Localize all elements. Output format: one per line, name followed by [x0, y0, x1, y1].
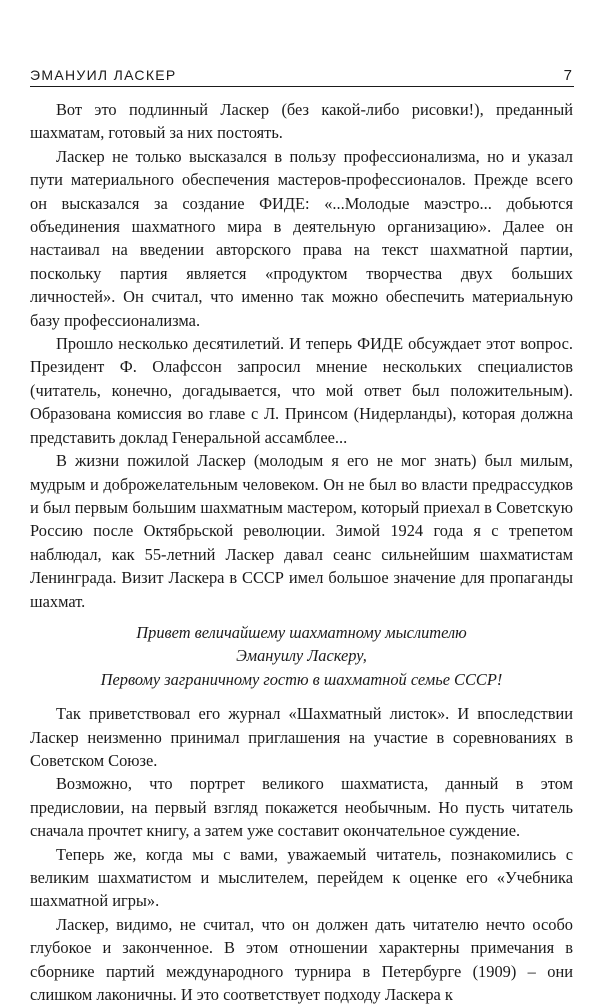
running-title: ЭМАНУИЛ ЛАСКЕР: [30, 67, 177, 83]
page-number: 7: [563, 67, 572, 84]
paragraph: Так приветствовал его журнал «Шахматный листок». И впоследствии Ласкер неизменно принимал приглашения на участие в соревнованиях в Советском Союзе.: [30, 704, 573, 770]
paragraph: Теперь же, когда мы с вами, уважаемый читатель, познакомились с великим шахматистом и мыслителем, перейдем к оценке его «Учебника шахматной игры».: [30, 844, 573, 911]
epigraph: [30, 621, 573, 691]
body-text: [30, 98, 573, 1006]
paragraph: Возможно, что портрет великого шахматиста, данный в этом предисловии, на первый взгляд покажется необычным. Но пусть читатель сначала прочтет книгу, а затем уже составит окончательное суждение.: [30, 774, 573, 841]
epigraph-line: Привет величайшему шахматному мыслителю: [136, 622, 467, 642]
paragraph: Вот это подлинный Ласкер (без какой-либо рисовки!), преданный шахматам, готовый за них постоять.: [30, 100, 573, 143]
running-header: [30, 64, 574, 87]
paragraph: Прошло несколько десятилетий. И теперь ФИДЕ обсуждает этот вопрос. Президент Ф. Олафссон запросил мнение нескольких специалистов (читатель, конечно, догадывается, что мой ответ был положительным). Образована комиссия во главе с Л. Принсом (Нидерланды), которая должна представить доклад Генеральной ассамблее...: [30, 334, 573, 447]
paragraph: Ласкер не только высказался в пользу профессионализма, но и указал пути материального обеспечения мастеров-профессионалов. Прежде всего он высказался за создание ФИДЕ: «...Молодые маэстро... добьются объединения шахматного мира в деятельную организацию». Далее он настаивал на введении авторского права на текст шахматной партии, поскольку партия является «продуктом творчества двух больших личностей». Он считал, что именно так можно обеспечить материальную базу профессионализма.: [30, 146, 573, 330]
paragraph: Ласкер, видимо, не считал, что он должен дать читателю нечто особо глубокое и законченное. В этом отношении характерны примечания в сборнике партий международного турнира в Петербурге (1909) – они слишком лаконичны. И это соответствует подходу Ласкера к: [30, 914, 573, 1005]
epigraph-line: Первому заграничному гостю в шахматной семье СССР!: [100, 669, 503, 689]
epigraph-line: Эмануилу Ласкеру,: [236, 646, 367, 666]
paragraph: В жизни пожилой Ласкер (молодым я его не мог знать) был милым, мудрым и доброжелательным человеком. Он не был во власти предрассудков и был первым большим шахматным мастером, который приехал в Советскую Россию после Октябрьской революции. Зимой 1924 года я с трепетом наблюдал, как 55-летний Ласкер давал сеанс сильнейшим шахматистам Ленинграда. Визит Ласкера в СССР имел большое значение для пропаганды шахмат.: [30, 451, 573, 611]
